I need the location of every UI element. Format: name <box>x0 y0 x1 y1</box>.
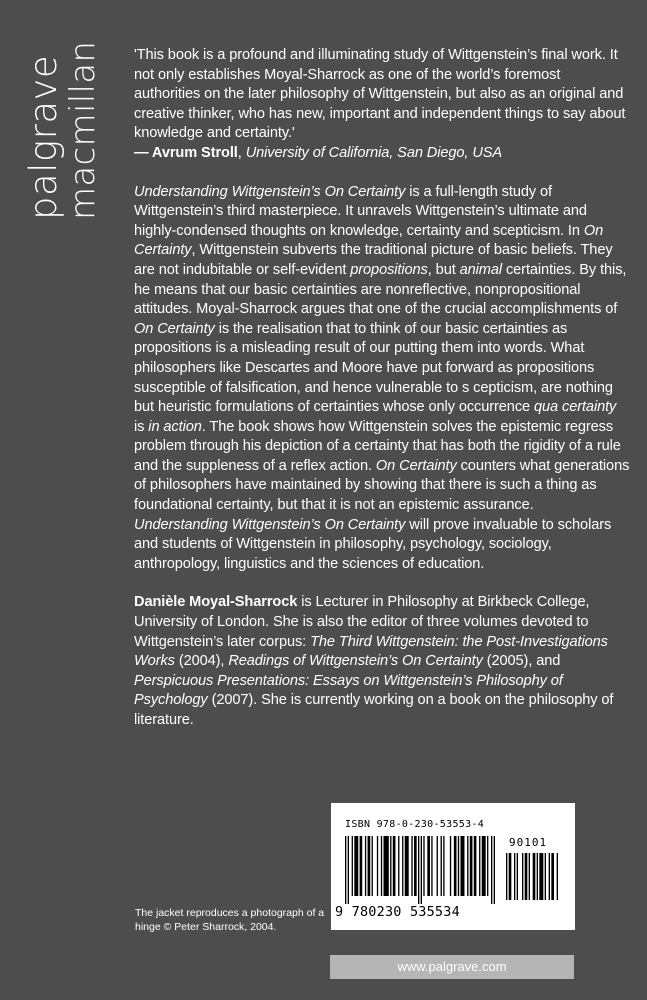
book-description <box>134 183 630 575</box>
barcode-bar <box>360 836 363 896</box>
barcode-bar <box>354 836 358 896</box>
bio-italic: Perspicuous Presentations: Essays on Wittgenstein’s Philosophy of Psychology <box>134 672 563 709</box>
barcode-bar <box>458 836 459 896</box>
barcode-bar <box>551 853 554 900</box>
jacket-photo-credit: The jacket reproduces a photograph of a hinge © Peter Sharrock, 2004. <box>135 907 325 933</box>
barcode-bar <box>393 836 396 896</box>
desc-italic: in action <box>148 418 202 435</box>
back-cover-text <box>134 46 630 731</box>
quote-dash: — <box>134 144 152 161</box>
barcode-bar <box>506 853 507 900</box>
barcode-bar <box>441 836 442 896</box>
barcode-bar <box>494 836 495 904</box>
desc-text: certainties. By this, he means that our basic certainties are nonreflective, nonpropositional attitudes. Moyal-Sharrock argues that one of the crucial accomplishments of <box>134 261 627 318</box>
barcode-bar <box>381 836 382 896</box>
barcode-bar <box>437 836 438 896</box>
desc-text: , but <box>427 261 460 278</box>
logo-macmillan: macmillan <box>63 40 103 220</box>
barcode-bar <box>443 836 444 896</box>
price-addon-number: 90101 <box>509 836 548 849</box>
barcode-bar <box>423 836 424 896</box>
barcode-bar <box>431 836 432 896</box>
barcode-bar <box>418 836 419 904</box>
barcode-bar <box>509 853 512 900</box>
publisher-website[interactable]: www.palgrave.com <box>330 955 574 979</box>
desc-italic: qua certainty <box>534 399 617 416</box>
ean-number: 9 780230 535534 <box>335 904 460 920</box>
barcode-bar <box>487 836 488 896</box>
bio-text: (2005), and <box>482 653 561 670</box>
barcode-bar <box>421 836 422 904</box>
barcode-bar <box>383 836 388 896</box>
quote-author: Avrum Stroll <box>151 144 238 161</box>
endorsement-quote: 'This book is a profound and illuminating study of Wittgenstein’s final work. It not only establishes Moyal-Sharrock as one of the world’s foremost authorities on the later philosophy of Wittgenstein, but also as an original and creative thinker, who has new, important and independent things to say about knowledge and certainty.' — Avrum Stroll, University of California, San Diego, USA <box>134 47 626 161</box>
barcode-bar <box>402 836 403 896</box>
barcode-bar <box>491 836 492 904</box>
desc-italic: propositions <box>350 261 428 278</box>
isbn-barcode <box>331 803 575 930</box>
barcode-bar <box>345 836 346 904</box>
barcode-bar <box>427 836 430 896</box>
barcode-bar <box>474 836 477 896</box>
logo-palgrave: palgrave <box>22 54 65 220</box>
barcode-bar <box>414 836 417 896</box>
barcode-bar <box>522 853 523 900</box>
quote-text: 'This book is a profound and illuminating study of Wittgenstein’s final work. It not only establishes Moyal-Sharrock as one of the world’s foremost authorities on the later philosophy of Wittgenstein, but also as an original and creative thinker, who has new, important and independent things to say about knowledge and certainty.' <box>134 47 626 142</box>
barcode-bar <box>372 836 373 896</box>
barcode-bar <box>545 853 546 900</box>
bio-italic: The Third Wittgenstein: the Post-Investigations Works <box>134 633 608 670</box>
barcode-bar <box>377 836 378 896</box>
bio-text: (2007). She is currently working on a book on the philosophy of literature. <box>134 692 614 728</box>
addon-barcode-bars <box>506 853 558 908</box>
barcode-bar <box>470 836 473 896</box>
desc-italic: animal <box>459 261 503 278</box>
barcode-bar <box>450 836 451 896</box>
desc-text: is the realisation that to think of our basic certainties as propositions is a misleading result of our putting them into words. What philosophers like Descartes and Moore have put forward as propositions susceptible of falsification, and hence vulnerable to s cepticism, are nothing but heuristic formulations of certainties whose only occurrence <box>134 320 613 416</box>
desc-text: is a full-length study of Wittgenstein’s third masterpiece. It unravels Wittgenstein’s ultimate and highly-condensed thoughts on knowledge, certainty and scepticism. In <box>134 183 587 239</box>
bio-text: is Lecturer in Philosophy at Birkbeck College, University of London. She is also the editor of three volumes devoted to Wittgenstein’s later corpus: <box>134 594 590 650</box>
barcode-bar <box>525 853 528 900</box>
bio-italic: Readings of Wittgenstein’s On Certainty <box>228 653 483 670</box>
bio-text: (2004), <box>174 653 229 670</box>
barcode-bar <box>537 853 538 900</box>
desc-italic: Understanding Wittgenstein’s On Certainty <box>134 516 406 533</box>
desc-text: . The book shows how Wittgenstein solves the epistemic regress problem through his depiction of a certainty that has both the rigidity of a rule and the suppleness of a reflex action. <box>134 418 621 474</box>
barcode-bar <box>368 836 371 896</box>
isbn-number: ISBN 978-0-230-53553-4 <box>345 819 485 830</box>
barcode-bar <box>352 836 353 896</box>
desc-text: will prove invaluable to scholars and students of Wittgenstein in philosophy, psychology, sociology, anthropology, linguistics and the sciences of education. <box>134 516 612 572</box>
barcode-bar <box>557 853 558 900</box>
barcode-bar <box>482 836 486 896</box>
barcode-bar <box>390 836 391 896</box>
barcode-bar <box>539 853 543 900</box>
barcode-bar <box>398 836 399 896</box>
barcode-bar <box>467 836 468 896</box>
barcode-bar <box>529 853 530 900</box>
author-bio <box>134 593 630 730</box>
barcode-bar <box>460 836 464 896</box>
desc-italic: On Certainty <box>134 320 215 337</box>
barcode-bar <box>405 836 409 896</box>
ean-barcode-bars <box>345 836 495 904</box>
desc-italic: On Certainty <box>375 457 457 474</box>
barcode-bar <box>549 853 550 900</box>
desc-text: counters what generations of philosophers have maintained by showing that there is such a thing as foundational certainty, but that it is not an epistemic assurance. <box>134 457 630 514</box>
desc-italic: On Certainty <box>134 222 604 259</box>
palgrave-macmillan-logo <box>24 40 112 220</box>
desc-title: Understanding Wittgenstein’s On Certainty <box>134 183 406 200</box>
quote-affiliation: University of California, San Diego, USA <box>245 144 503 161</box>
barcode-bar <box>348 836 349 904</box>
barcode-bar <box>479 836 480 896</box>
barcode-bar <box>517 853 518 900</box>
barcode-bar <box>411 836 412 896</box>
bio-author-name: Danièle Moyal-Sharrock <box>134 594 298 611</box>
barcode-bar <box>365 836 366 896</box>
barcode-bar <box>514 853 515 900</box>
desc-text: , Wittgenstein subverts the traditional picture of basic beliefs. They are not indubitable or self-evident <box>134 242 613 278</box>
barcode-bar <box>533 853 536 900</box>
desc-text: is <box>134 418 149 435</box>
barcode-bar <box>454 836 457 896</box>
